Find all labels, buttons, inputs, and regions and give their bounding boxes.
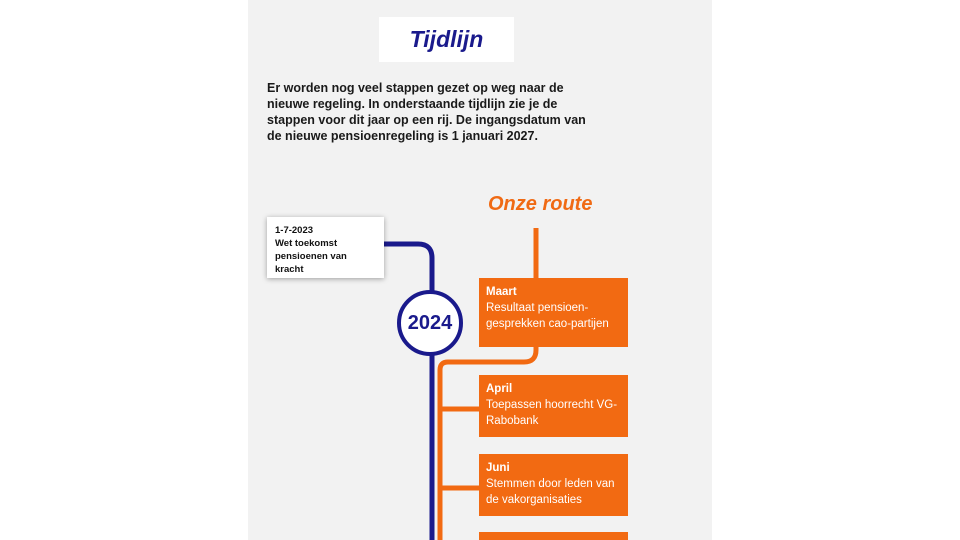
- step-card-juni: [479, 454, 628, 516]
- year-label: 2024: [407, 311, 453, 334]
- step-text: Resultaat pensioen-gesprekken cao-partijen: [486, 302, 609, 330]
- start-card: [267, 217, 384, 278]
- step-month: Juni: [486, 462, 510, 474]
- step-card-next: [479, 532, 628, 540]
- step-text: Stemmen door leden van de vakorganisaties: [486, 478, 615, 506]
- step-month: Maart: [486, 286, 517, 298]
- timeline-panel: [248, 0, 712, 540]
- step-month: April: [486, 383, 513, 395]
- title-box: [379, 17, 514, 62]
- route-title: Onze route: [488, 193, 593, 215]
- year-badge: [397, 290, 463, 356]
- page-title: Tijdlijn: [409, 26, 484, 52]
- step-card-april: [479, 375, 628, 437]
- step-card-maart: [479, 278, 628, 347]
- navy-route-line: [384, 244, 432, 292]
- start-text: Wet toekomst pensioenen van kracht: [275, 238, 347, 275]
- start-date: 1-7-2023: [275, 225, 314, 236]
- intro-text: Er worden nog veel stappen gezet op weg naar de nieuwe regeling. In onderstaande tijdlijn zie je de stappen voor dit jaar op een rij. De ingangsdatum van de nieuwe pensioenregeling is 1 januari 2027.: [267, 81, 586, 143]
- step-text: Toepassen hoorrecht VG-Rabobank: [486, 399, 618, 427]
